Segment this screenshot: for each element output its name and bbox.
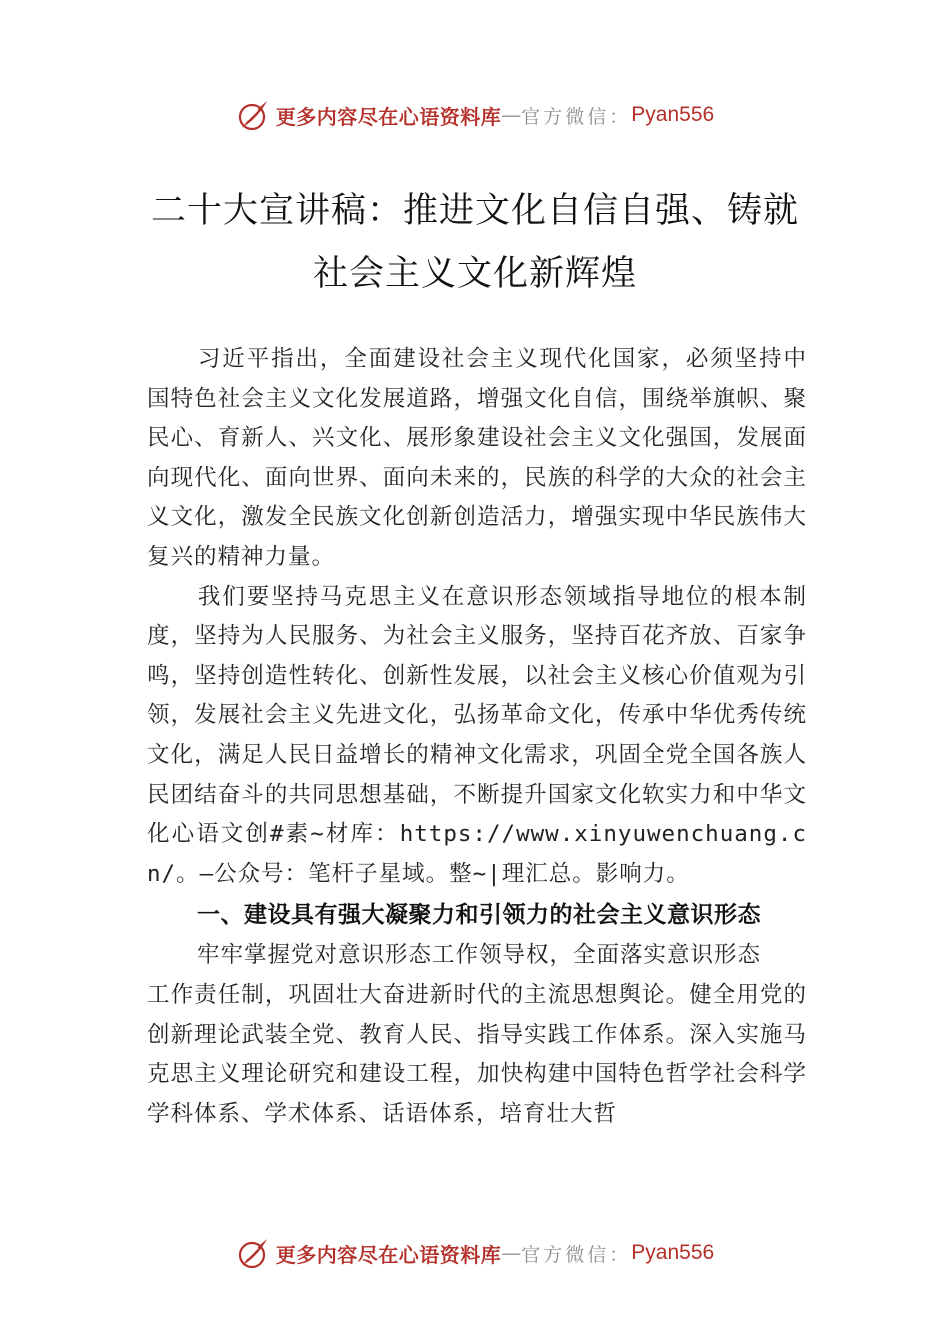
paragraph-3-text: 工作责任制，巩固壮大奋进新时代的主流思想舆论。健全用党的创新理论武装全党、教育人民、指导实践工作体系。深入实施马克思主义理论研究和建设工程，加快构建中国特色哲学社会科学学科体系、学术体系、话语体系，培育壮大哲 [147,981,807,1127]
paragraph-3-first-line: 牢牢掌握党对意识形态工作领导权，全面落实意识形态 [197,942,762,969]
header-wechat-label: 官方微信： [521,105,632,128]
footer-wechat-label: 官方微信： [521,1243,632,1266]
footer-watermark [0,1233,950,1273]
footer-wechat-id: Pyan556 [631,1241,715,1264]
footer-brand-text: 更多内容尽在心语资料库 [275,1242,502,1267]
paragraph-2 [147,578,807,895]
section-heading-1-text: 一、建设具有强大凝聚力和引领力的社会主义意识形态 [197,902,761,929]
header-dash: — [501,103,522,127]
document-title [0,180,950,306]
title-line-1: 二十大宣讲稿：推进文化自信自强、铸就 [150,191,799,231]
quill-logo-icon [236,98,270,132]
paragraph-1 [147,340,807,578]
section-heading-1 [147,894,807,936]
paragraph-1-text: 习近平指出，全面建设社会主义现代化国家，必须坚持中国特色社会主义文化发展道路，增强文化自信，围绕举旗帜、聚民心、育新人、兴文化、展形象建设社会主义文化强国，发展面向现代化、面向世界、面向未来的，民族的科学的大众的社会主义文化，激发全民族文化创新创造活力，增强实现中华民族伟大复兴的精神力量。 [147,346,807,570]
header-brand-text: 更多内容尽在心语资料库 [275,104,502,129]
paragraph-2-text: 我们要坚持马克思主义在意识形态领域指导地位的根本制度，坚持为人民服务、为社会主义服务，坚持百花齐放、百家争鸣，坚持创造性转化、创新性发展，以社会主义核心价值观为引领，发展社会主义先进文化，弘扬革命文化，传承中华优秀传统文化，满足人民日益增长的精神文化需求，巩固全党全国各族人民团结奋斗的共同思想基础，不断提升国家文化软实力和中华文化心语文创#素~材库：https://www.xinyuwenchuang.cn/。—公众号：笔杆子星域。整~|理汇总。影响力。 [147,583,807,887]
quill-logo-icon [236,1236,270,1270]
title-line-2: 社会主义文化新辉煌 [312,254,637,294]
footer-dash: — [501,1241,522,1265]
document-body [147,340,807,1134]
header-wechat-id: Pyan556 [631,103,715,126]
paragraph-3 [147,936,807,1134]
header-watermark [0,95,950,135]
